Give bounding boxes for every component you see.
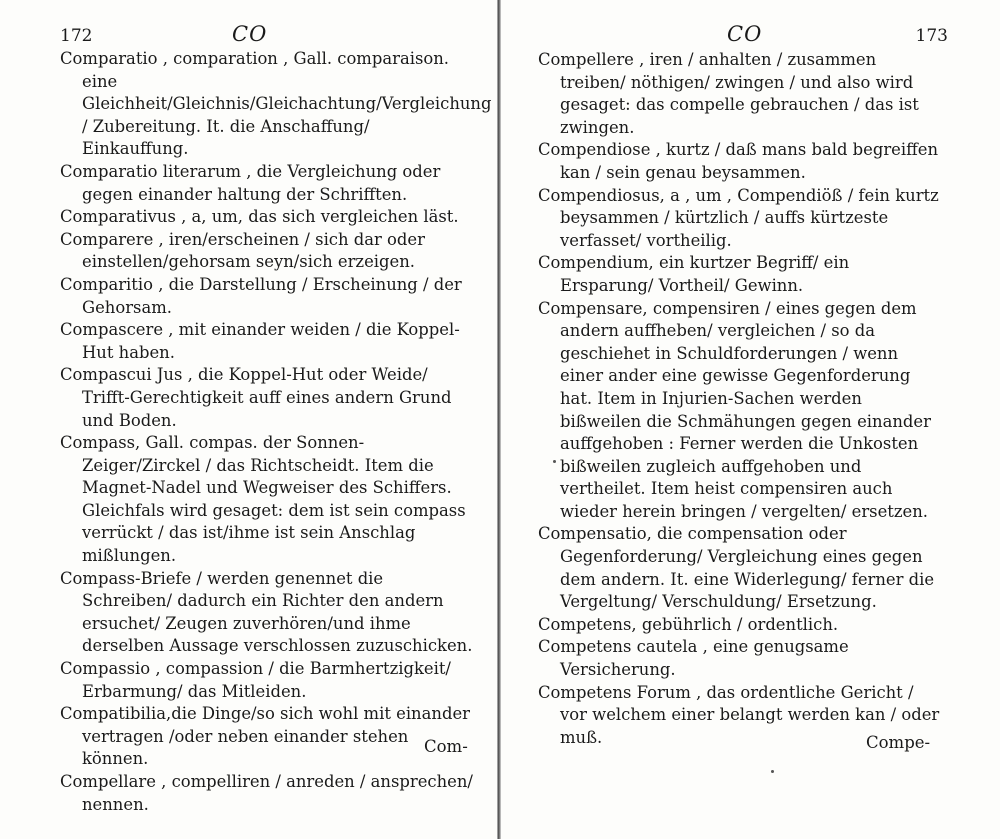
dictionary-entry: Compascere , mit einander weiden / die Koppel-Hut haben. (60, 320, 460, 362)
dictionary-entry: Compendium, ein kurtzer Begriff/ ein Ersparung/ Vortheil/ Gewinn. (538, 253, 850, 295)
dictionary-entry: Comparitio , die Darstellung / Erscheinung / der Gehorsam. (60, 274, 462, 317)
dictionary-entry: Compass-Briefe / werden genennet die Schreiben/ dadurch ein Richter den andern ersuchet/ Zeugen zuverhören/und ihme derselben Aussage verschlossen zuzuschicken. (60, 568, 473, 656)
right-entry-list (538, 49, 943, 749)
dictionary-entry: Compascui Jus , die Koppel-Hut oder Weide/ Trifft-Gerechtigkeit auff eines andern Grund und Boden. (60, 365, 452, 430)
dictionary-entry: Comparativus , a, um, das sich vergleichen läst. (60, 207, 459, 227)
dictionary-entry: Competens cautela , eine genugsame Versicherung. (538, 637, 849, 680)
running-head: CO (232, 22, 268, 46)
ink-speck (553, 460, 556, 463)
dictionary-entry: Competens, gebührlich / ordentlich. (538, 614, 839, 634)
right-page (501, 0, 1000, 839)
dictionary-entry: Comparatio , comparation , Gall. comparaison. eine Gleichheit/Gleichnis/Gleichachtung/Vergleichung / Zubereitung. It. die Anschaffung/ Einkauffung. (60, 49, 492, 159)
right-page-header (501, 22, 1000, 48)
dictionary-entry: Comparatio literarum , die Vergleichung oder gegen einander haltung der Schrifften. (60, 161, 441, 204)
catchword: Compe- (866, 733, 931, 752)
running-head: CO (727, 22, 763, 46)
page-number: 172 (60, 26, 93, 46)
dictionary-entry: Compass, Gall. compas. der Sonnen-Zeiger/Zirckel / das Richtscheidt. Item die Magnet-Nadel und Wegweiser des Schiffers. Gleichfals wird gesaget: dem ist sein compass verrückt / das ist/ihme ist sein Anschlag mißlungen. (60, 433, 466, 566)
dictionary-entry: Compellare , compelliren / anreden / ansprechen/ nennen. (60, 772, 473, 814)
left-entry-list (60, 48, 492, 816)
ink-speck (771, 770, 774, 773)
dictionary-entry: Compendiosus, a , um , Compendiöß / fein kurtz beysammen / kürtzlich / auffs kürtzeste verfasset/ vortheilig. (538, 185, 939, 250)
left-page (0, 0, 497, 839)
dictionary-entry: Compendiose , kurtz / daß mans bald begreiffen kan / sein genau beysammen. (538, 140, 939, 182)
dictionary-entry: Compassio , compassion / die Barmhertzigkeit/ Erbarmung/ das Mitleiden. (60, 659, 451, 701)
dictionary-entry: Compatibilia,die Dinge/so sich wohl mit einander vertragen /oder neben einander stehen können. (60, 704, 470, 769)
catchword: Com- (424, 737, 468, 756)
dictionary-entry: Compensare, compensiren / eines gegen dem andern auffheben/ vergleichen / so da geschiehet in Schuldforderungen / wenn einer ander eine gewisse Gegenforderung hat. Item in Injurien-Sachen werden bißweilen die Schmähungen gegen einander auffgehoben : Ferner werden die Unkosten bißweilen zugleich auffgehoben und vertheilet. Item heist compensiren auch wieder herein bringen / vergelten/ ersetzen. (538, 298, 931, 521)
dictionary-entry: Compellere , iren / anhalten / zusammen treiben/ nöthigen/ zwingen / und also wird gesaget: das compelle gebrauchen / das ist zwingen. (538, 50, 919, 137)
left-page-header (0, 22, 497, 48)
page-number: 173 (915, 26, 948, 46)
dictionary-entry: Compensatio, die compensation oder Gegenforderung/ Vergleichung eines gegen dem andern. It. eine Widerlegung/ ferner die Vergeltung/ Verschuldung/ Ersetzung. (538, 524, 935, 612)
dictionary-entry: Competens Forum , das ordentliche Gericht / vor welchem einer belangt werden kan / oder muß. (538, 682, 940, 747)
dictionary-entry: Comparere , iren/erscheinen / sich dar oder einstellen/gehorsam seyn/sich erzeigen. (60, 229, 425, 272)
